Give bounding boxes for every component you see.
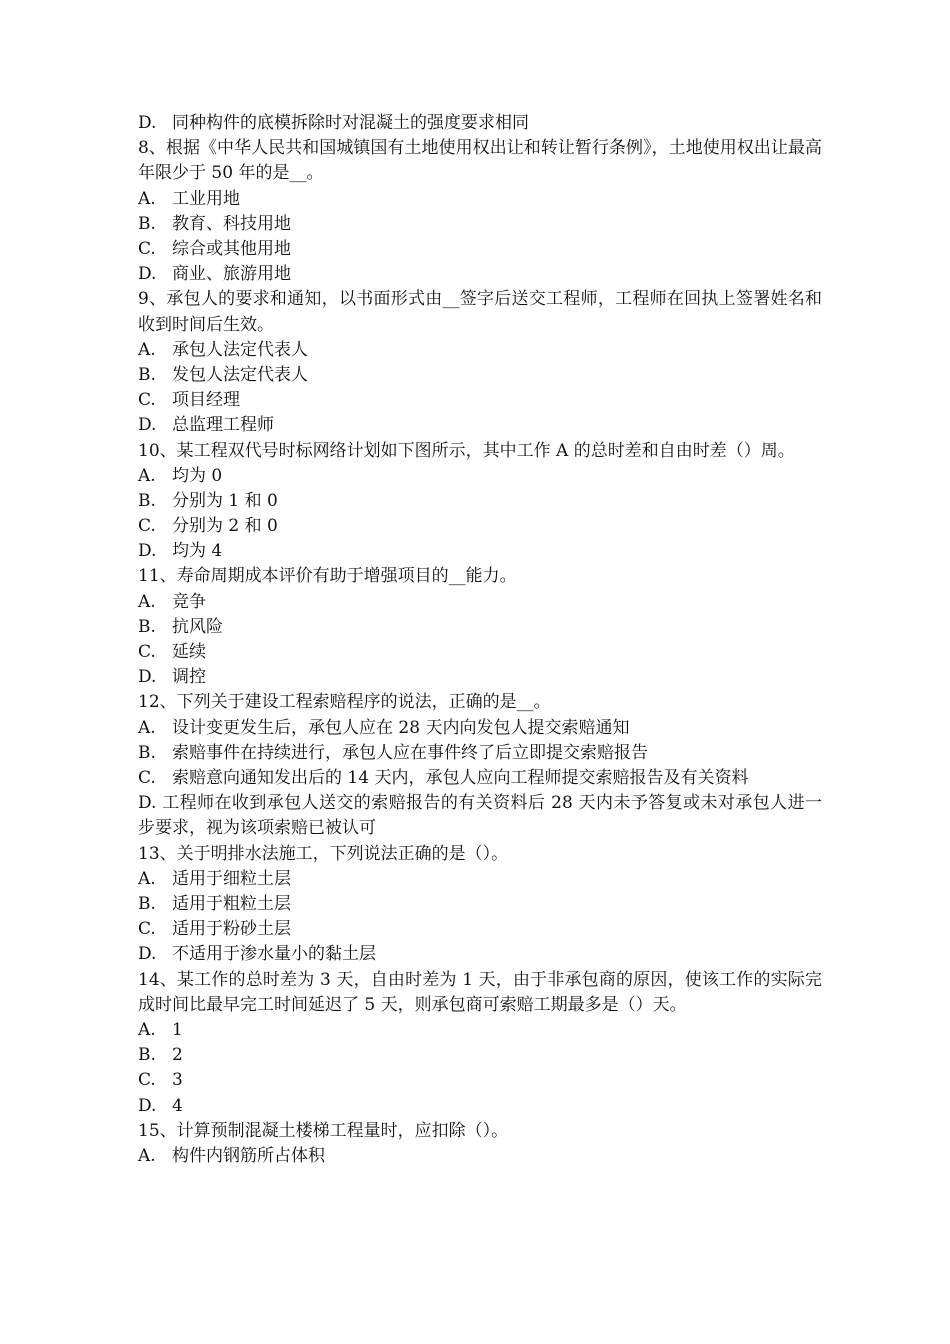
question-text: 15、计算预制混凝土楼梯工程量时，应扣除（）。 (138, 1120, 509, 1141)
option-text: 综合或其他用地 (172, 238, 291, 259)
question-text: 14、某工作的总时差为 3 天，自由时差为 1 天，由于非承包商的原因，使该工作的实际完成时间比最早完工时间延迟了 5 天，则承包商可索赔工期最多是（）天。 (138, 969, 822, 1015)
option-text: 分别为 2 和 0 (172, 516, 278, 537)
option-key: B. (138, 893, 156, 914)
option-text: 4 (172, 1095, 183, 1116)
option-text: 分别为 1 和 0 (172, 490, 278, 511)
option-key: D. (138, 944, 157, 965)
answer-option (138, 615, 822, 640)
answer-option (138, 867, 822, 892)
option-key: A. (138, 339, 156, 360)
answer-option (138, 388, 822, 413)
option-text: 设计变更发生后，承包人应在 28 天内向发包人提交索赔通知 (172, 717, 630, 738)
option-text: 3 (172, 1070, 183, 1091)
option-key: D. (138, 415, 157, 436)
answer-option (138, 262, 822, 287)
option-text: 适用于粗粒土层 (172, 893, 291, 914)
answer-option (138, 942, 822, 967)
option-text: 承包人法定代表人 (172, 339, 308, 360)
option-text: 不适用于渗水量小的黏土层 (172, 944, 376, 965)
answer-option (138, 1018, 822, 1043)
answer-option (138, 1144, 822, 1169)
option-key: B. (138, 213, 156, 234)
answer-option (138, 212, 822, 237)
answer-option (138, 917, 822, 942)
option-key: D. (138, 541, 157, 562)
option-key: A. (138, 717, 156, 738)
option-key: A. (138, 1019, 156, 1040)
option-key: C. (138, 238, 156, 259)
option-key: A. (138, 868, 156, 889)
option-text: 商业、旅游用地 (172, 264, 291, 285)
option-text: 1 (172, 1019, 183, 1040)
question-text: 8、根据《中华人民共和国城镇国有土地使用权出让和转让暂行条例》，土地使用权出让最高年限少于 50 年的是__。 (138, 138, 822, 184)
answer-option (138, 413, 822, 438)
answer-option (138, 1094, 822, 1119)
option-text: 总监理工程师 (172, 415, 274, 436)
answer-option (138, 892, 822, 917)
option-text: 发包人法定代表人 (172, 364, 308, 385)
option-key: A. (138, 188, 156, 209)
document-body (138, 111, 822, 1169)
option-text: 索赔事件在持续进行，承包人应在事件终了后立即提交索赔报告 (172, 742, 648, 763)
option-key: C. (138, 516, 156, 537)
option-text: 延续 (172, 642, 206, 663)
option-text: 同种构件的底模拆除时对混凝土的强度要求相同 (172, 113, 529, 133)
option-text: 项目经理 (172, 390, 240, 411)
option-text: 2 (172, 1045, 183, 1066)
option-text: 均为 0 (172, 465, 223, 486)
option-key: C. (138, 1070, 156, 1091)
question-text: 10、某工程双代号时标网络计划如下图所示，其中工作 A 的总时差和自由时差（）周。 (138, 440, 795, 461)
option-key: A. (138, 591, 156, 612)
answer-option (138, 539, 822, 564)
answer-option (138, 338, 822, 363)
answer-option (138, 111, 822, 136)
option-text: 竞争 (172, 591, 206, 612)
answer-option (138, 716, 822, 741)
option-key: D. (138, 264, 157, 285)
option-text: 工业用地 (172, 188, 240, 209)
option-text: 索赔意向通知发出后的 14 天内，承包人应向工程师提交索赔报告及有关资料 (172, 767, 749, 788)
option-key: A. (138, 465, 156, 486)
question-text: 11、寿命周期成本评价有助于增强项目的__能力。 (138, 566, 517, 587)
question-text: 13、关于明排水法施工，下列说法正确的是（）。 (138, 843, 509, 864)
option-key: D. (138, 667, 157, 688)
answer-option (138, 1068, 822, 1093)
answer-option (138, 187, 822, 212)
option-text: 适用于细粒土层 (172, 868, 291, 889)
answer-option (138, 741, 822, 766)
option-key: C. (138, 767, 156, 788)
answer-option (138, 489, 822, 514)
option-key: C. (138, 919, 156, 940)
option-key: B. (138, 742, 156, 763)
option-key: B. (138, 364, 156, 385)
answer-option (138, 665, 822, 690)
option-text: 均为 4 (172, 541, 223, 562)
option-key: B. (138, 1045, 156, 1066)
answer-option (138, 640, 822, 665)
option-key: C. (138, 390, 156, 411)
option-text: 调控 (172, 667, 206, 688)
answer-option (138, 464, 822, 489)
option-key: C. (138, 642, 156, 663)
answer-option (138, 590, 822, 615)
answer-option (138, 1043, 822, 1068)
answer-option (138, 237, 822, 262)
option-key: D. (138, 1095, 157, 1116)
question-text: 12、下列关于建设工程索赔程序的说法，正确的是__。 (138, 692, 551, 713)
option-key: B. (138, 616, 156, 637)
answer-option (138, 766, 822, 791)
option-key: A. (138, 1145, 156, 1166)
question-text: 9、承包人的要求和通知，以书面形式由__签字后送交工程师，工程师在回执上签署姓名和收到时间后生效。 (138, 289, 822, 335)
option-key: B. (138, 490, 156, 511)
question-text: D. 工程师在收到承包人送交的索赔报告的有关资料后 28 天内未予答复或未对承包人进一步要求，视为该项索赔已被认可 (138, 793, 822, 839)
option-text: 教育、科技用地 (172, 213, 291, 234)
option-text: 抗风险 (172, 616, 223, 637)
option-key: D. (138, 113, 157, 133)
answer-option (138, 363, 822, 388)
option-text: 适用于粉砂土层 (172, 919, 291, 940)
answer-option (138, 514, 822, 539)
option-text: 构件内钢筋所占体积 (172, 1145, 325, 1166)
